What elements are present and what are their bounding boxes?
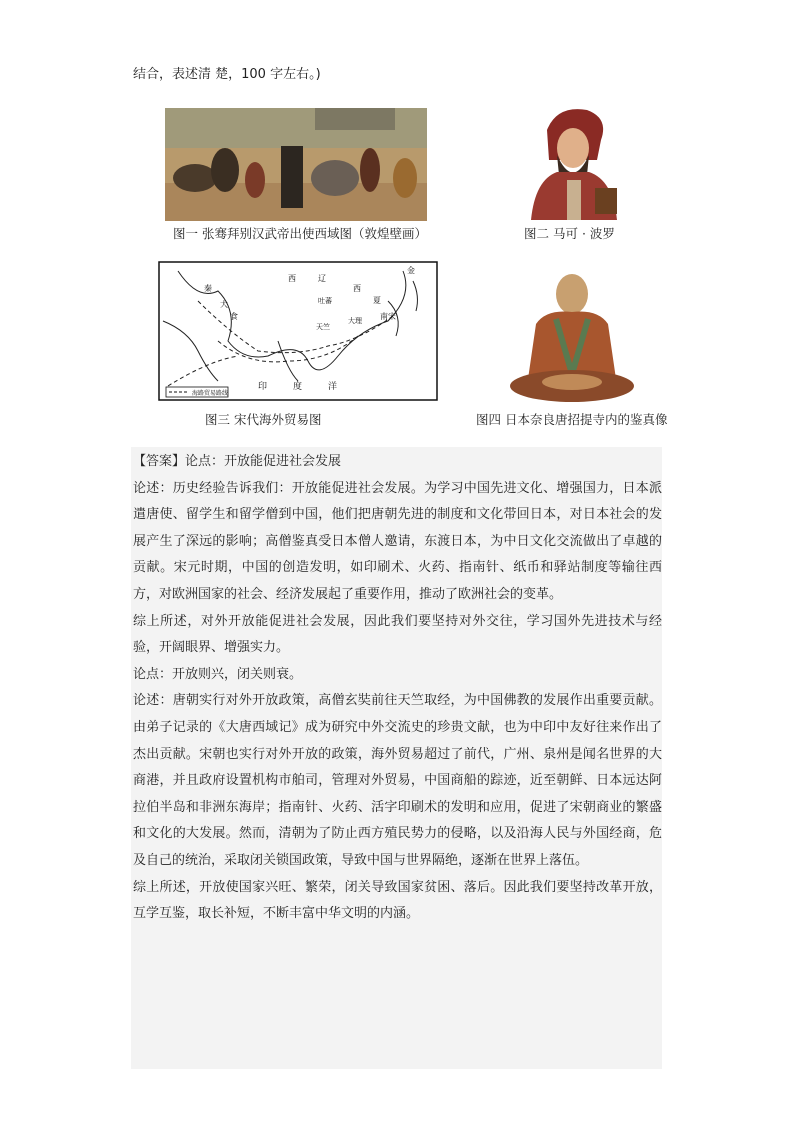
map-label-tubo: 吐蕃 xyxy=(318,297,332,305)
map-label-nansong: 南宋 xyxy=(380,312,396,321)
map-label-xi2: 西 xyxy=(353,284,361,293)
map-label-xia: 夏 xyxy=(373,296,381,305)
summary-paragraph-1: 综上所述，对外开放能促进社会发展，因此我们要坚持对外交往，学习国外先进技术与经验，开阔眼界、增强实力。 xyxy=(133,613,662,656)
map-label-liao: 辽 xyxy=(318,274,326,283)
answer-block xyxy=(131,447,662,1069)
fig4-caption: 图四 日本奈良唐招提寺内的鉴真像 xyxy=(476,412,668,427)
thesis-2: 论点：开放则兴，闭关则衰。 xyxy=(133,666,303,682)
map-label-du: 度 xyxy=(293,382,303,392)
map-label-qin: 秦 xyxy=(204,284,212,293)
fig3-caption: 图三 宋代海外贸易图 xyxy=(205,412,322,427)
intro-text: 结合，表述清 楚，100 字左右。) xyxy=(133,67,321,82)
fig1-caption: 图一 张骞拜别汉武帝出使西域图（敦煌壁画） xyxy=(173,226,427,241)
map-legend: 海路贸易路线 xyxy=(192,390,229,397)
map-label-shi: 食 xyxy=(230,312,238,321)
mural-image xyxy=(165,108,427,221)
map-label-yin: 印 xyxy=(258,382,268,392)
argument-paragraph-2: 论述：唐朝实行对外开放政策，高僧玄奘前往天竺取经，为中国佛教的发展作出重要贡献。由弟子记录的《大唐西域记》成为研究中外交流史的珍贵文献，也为中印中友好往来作出了杰出贡献。宋朝也实行对外开放的政策，海外贸易超过了前代，广州、泉州是闻名世界的大商港，并且政府设置机构市舶司，管理对外贸易，中国商船的踪迹，近至朝鲜、日本远达阿拉伯半岛和非洲东海岸；指南针、火药、活字印刷术的发明和应用，促进了宋朝商业的繁盛和文化的大发展。然而，清朝为了防止西方殖民势力的侵略，以及沿海人民与外国经商，危及自己的统治，采取闭关锁国政策，导致中国与世界隔绝，逐渐在世界上落伍。 xyxy=(133,693,662,868)
summary-paragraph-2: 综上所述，开放使国家兴旺、繁荣，闭关导致国家贫困、落后。因此我们要坚持改革开放，互学互鉴，取长补短，不断丰富中华文明的内涵。 xyxy=(133,879,662,922)
jianzhen-statue xyxy=(506,264,638,406)
fig2-caption: 图二 马可 · 波罗 xyxy=(524,226,615,241)
map-label-tianzhu: 天竺 xyxy=(316,323,330,331)
answer-heading: 【答案】论点：开放能促进社会发展 xyxy=(133,454,342,469)
argument-paragraph-1: 论述：历史经验告诉我们：开放能促进社会发展。为学习中国先进文化、增强国力，日本派遣唐使、留学生和留学僧到中国，他们把唐朝先进的制度和文化带回日本，对日本社会的发展产生了深远的影响；高僧鉴真受日本僧人邀请，东渡日本，为中日文化交流做出了卓越的贡献。宋元时期，中国的创造发明，如印刷术、火药、指南针、纸币和驿站制度等输往西方，对欧洲国家的社会、经济发展起了重要作用，推动了欧洲社会的变革。 xyxy=(133,480,662,602)
map-label-da: 大 xyxy=(220,300,228,309)
map-label-jin: 金 xyxy=(407,266,415,275)
map-label-dali: 大理 xyxy=(348,317,362,325)
song-trade-map xyxy=(158,261,438,401)
marco-polo-portrait xyxy=(517,100,629,220)
map-label-yang: 洋 xyxy=(328,382,338,392)
map-label-xi: 西 xyxy=(288,274,296,283)
